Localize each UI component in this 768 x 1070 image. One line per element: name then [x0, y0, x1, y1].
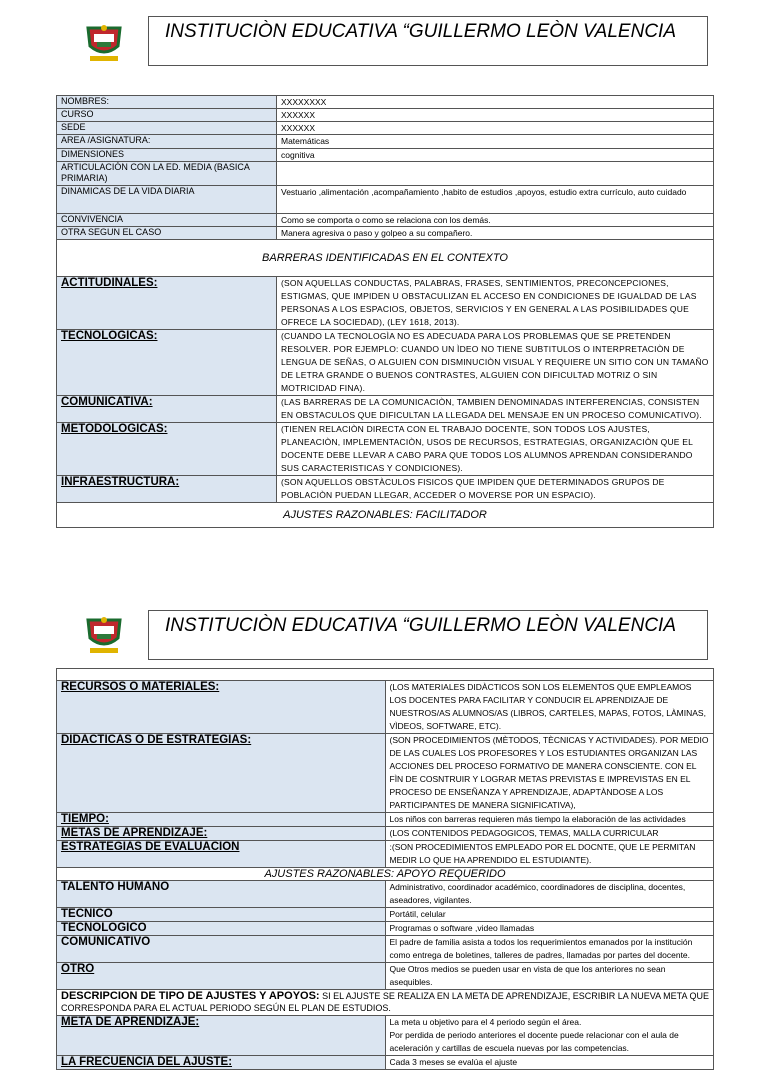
ajuste-value: (LOS CONTENIDOS PEDAGOGICOS, TEMAS, MALLA CURRICULAR	[385, 827, 714, 841]
barrera-label: COMUNICATIVA:	[57, 396, 277, 423]
info-value: XXXXXXXX	[277, 96, 714, 109]
info-row	[57, 96, 714, 109]
barrera-value: (CUANDO LA TECNOLOGÌA NO ES ADECUADA PARA LOS PROBLEMAS QUE SE PRETENDEN RESOLVER. POR EJEMPLO: CUANDO UN ÌDEO NO TIENE SUBTITULOS O INTERPRETACIÒN DE LENGUA DE SEÑAS, O ALGUIEN CON DISMINUCIÒN VISUAL Y REQUIERE UN SITIO CON UN TAMAÑO DE LETRA GRANDE O BUENOS CONTRASTES, ALGUIEN CON DIFICULTAD MOTRIZ O SIN MOTRICIDAD FINA).	[277, 330, 714, 396]
info-row	[57, 149, 714, 162]
ajuste-row	[57, 841, 714, 868]
barrera-label: INFRAESTRUCTURA:	[57, 476, 277, 503]
ajuste-value: (SON PROCEDIMIENTOS (MÈTODOS, TÈCNICAS Y ACTIVIDADES). POR MEDIO DE LAS CUALES LOS PROFESORES Y LOS ESTUDIANTES ORGANIZAN LAS ACCIONES DEL PROCESO FORMATIVO DE MANERA CONSCIENTE. CON EL FÌN DE COSNTRUIR Y LOGRAR METAS PREVISTAS E IMPREVISTAS EN EL PROCESO DE ENSEÑANZA Y APRENDIZAJE, ADAPTÀNDOSE A LOS PARTICIPANTES DE MANERA SIGNIFICATIVA),	[385, 734, 714, 813]
info-label: SEDE	[57, 122, 277, 135]
apoyo-value: El padre de familia asista a todos los requerimientos emanados por la institución como entrega de boletines, talleres de padres, llamadas por partes del docente.	[385, 936, 714, 963]
info-label: DINAMICAS DE LA VIDA DIARIA	[57, 186, 277, 214]
ajuste-row	[57, 813, 714, 827]
apoyo-title: AJUSTES RAZONABLES: APOYO REQUERIDO	[57, 868, 714, 881]
apoyo-banner-row	[57, 868, 714, 881]
school-crest-logo	[82, 616, 126, 656]
barrera-label: TECNOLÒGICAS:	[57, 330, 277, 396]
barreras-title: BARRERAS IDENTIFICADAS EN EL CONTEXTO	[57, 240, 714, 277]
apoyo-row	[57, 936, 714, 963]
info-value: XXXXXX	[277, 122, 714, 135]
info-label: DIMENSIONES	[57, 149, 277, 162]
frecuencia-value: Cada 3 meses se evalúa el ajuste	[385, 1056, 714, 1070]
barrera-value: (TIENEN RELACIÒN DIRECTA CON EL TRABAJO DOCENTE, SON TODOS LOS AJUSTES, PLANEACIÒN, IMPLEMENTACIÒN, USOS DE RECURSOS, ESTRATEGIAS, ORGANIZACIÒN QUE EL DOCENTE DEBE LLEVAR A CABO PARA QUE TODOS LOS ALUMNOS APRENDAN CONSIDERANDO SUS CARACTERISTICAS Y CONDICIONES).	[277, 423, 714, 476]
apoyo-row	[57, 881, 714, 908]
info-label: NOMBRES:	[57, 96, 277, 109]
info-row	[57, 186, 714, 214]
ajuste-value: :(SON PROCEDIMIENTOS EMPLEADO POR EL DOCNTE, QUE LE PERMITAN MEDIR LO QUE HA APRENDIDO EL ESTUDIANTE).	[385, 841, 714, 868]
meta-value	[385, 1016, 714, 1056]
ajustes-banner-row	[57, 503, 714, 528]
meta-row	[57, 1016, 714, 1056]
info-value: cognitiva	[277, 149, 714, 162]
header-title-box	[148, 610, 708, 660]
descripcion-row	[57, 990, 714, 1016]
apoyo-value: Que Otros medios se pueden usar en vista de que los anteriores no sean asequibles.	[385, 963, 714, 990]
institution-title: INSTITUCIÒN EDUCATIVA “GUILLERMO LEÒN VALENCIA	[165, 21, 676, 42]
apoyo-value: Administrativo, coordinador académico, coordinadores de disciplina, docentes, aseadores, vigilantes.	[385, 881, 714, 908]
descripcion-title: DESCRIPCION DE TIPO DE AJUSTES Y APOYOS:	[61, 990, 320, 1002]
empty-row	[57, 669, 714, 681]
info-row	[57, 135, 714, 149]
header-title-box	[148, 16, 708, 66]
barrera-value: (LAS BARRERAS DE LA COMUNICACIÒN, TAMBIEN DENOMINADAS INTERFERENCIAS, CONSISTEN EN OBSTACULOS QUE DIFICULTAN LA LLEGADA DEL MENSAJE EN UN PROCESO COMUNICATIVO).	[277, 396, 714, 423]
info-value: Matemáticas	[277, 135, 714, 149]
ajuste-label: ESTRATEGIAS DE EVALUACIÒN	[57, 841, 386, 868]
institution-title: INSTITUCIÒN EDUCATIVA “GUILLERMO LEÒN VALENCIA	[165, 615, 676, 636]
barrera-label: METODOLÒGICAS:	[57, 423, 277, 476]
apoyo-value: Portátil, celular	[385, 908, 714, 922]
apoyo-value: Programas o software ,video llamadas	[385, 922, 714, 936]
ajuste-value: Los niños con barreras requieren más tiempo la elaboración de las actividades	[385, 813, 714, 827]
meta-line-2: Por perdida de periodo anteriores el docente puede relacionar con el aula de aceleración y cartillas de escuela nuevas por las competencias.	[389, 1030, 679, 1053]
barrera-row	[57, 396, 714, 423]
descripcion-cell	[57, 990, 714, 1016]
apoyo-row	[57, 908, 714, 922]
info-row	[57, 227, 714, 240]
meta-label: META DE APRENDIZAJE:	[57, 1016, 386, 1056]
barreras-banner-row	[57, 240, 714, 277]
barrera-row	[57, 423, 714, 476]
info-label: ARTICULACIÒN CON LA ED. MEDIA (BASICA PRIMARIA)	[57, 162, 277, 186]
frecuencia-row	[57, 1056, 714, 1070]
apoyo-label: TÈCNICO	[57, 908, 386, 922]
school-crest-logo	[82, 24, 126, 64]
ajuste-value: (LOS MATERIALES DIDÀCTICOS SON LOS ELEMENTOS QUE EMPLEAMOS LOS DOCENTES PARA FACILITAR Y CONDUCIR EL APRENDIZAJE DE NUESTROS/AS ALUMNOS/AS (LIBROS, CARTELES, MAPAS, FOTOS, LÀMINAS, VÌDEOS, SOFTWARE, ETC).	[385, 681, 714, 734]
info-value: XXXXXX	[277, 109, 714, 122]
apoyo-label: TALENTO HUMANO	[57, 881, 386, 908]
info-row	[57, 122, 714, 135]
barrera-row	[57, 330, 714, 396]
barrera-label: ACTITUDINALES:	[57, 277, 277, 330]
ajuste-row	[57, 827, 714, 841]
info-label: AREA /ASIGNATURA:	[57, 135, 277, 149]
ajuste-label: METAS DE APRENDIZAJE:	[57, 827, 386, 841]
ajuste-label: DIDÀCTICAS O DE ESTRATEGÌAS:	[57, 734, 386, 813]
apoyo-label: OTRO	[57, 963, 386, 990]
info-label: CURSO	[57, 109, 277, 122]
descripcion-text: SI EL AJUSTE SE REALIZA EN LA META DE APRENDIZAJE, ESCRIBIR LA NUEVA META QUE CORRESPONDA PARA EL ACTUAL PERIODO SEGÚN EL PLAN DE ESTUDIOS.	[61, 991, 709, 1013]
info-label: OTRA SEGUN EL CASO	[57, 227, 277, 240]
apoyo-label: TECNOLÒGICO	[57, 922, 386, 936]
apoyo-row	[57, 922, 714, 936]
frecuencia-label: LA FRECUENCIA DEL AJUSTE:	[57, 1056, 386, 1070]
info-row	[57, 214, 714, 227]
apoyo-label: COMUNICATIVO	[57, 936, 386, 963]
barrera-row	[57, 476, 714, 503]
info-label: CONVIVENCIA	[57, 214, 277, 227]
info-value: Vestuario ,alimentación ,acompañamiento ,habito de estudios ,apoyos, estudio extra currículo, auto cuidado	[277, 186, 714, 214]
empty-cell	[57, 669, 714, 681]
info-row	[57, 109, 714, 122]
apoyo-row	[57, 963, 714, 990]
ajuste-row	[57, 734, 714, 813]
info-value	[277, 162, 714, 186]
barrera-value: (SON AQUELLOS OBSTÀCULOS FISICOS QUE IMPIDEN QUE DETERMINADOS GRUPOS DE POBLACIÒN PUEDAN LLEGAR, ACCEDER O MOVERSE POR UN ESPACIO).	[277, 476, 714, 503]
info-row	[57, 162, 714, 186]
barrera-row	[57, 277, 714, 330]
info-value: Manera agresiva o paso y golpeo a su compañero.	[277, 227, 714, 240]
barrera-value: (SON AQUELLAS CONDUCTAS, PALABRAS, FRASES, SENTIMIENTOS, PRECONCEPCIONES, ESTIGMAS, QUE IMPIDEN U OBSTACULIZAN EL ACCESO EN CONDICIONES DE IGUALDAD DE LAS PERSONAS A LOS ESPACIOS, OBJETOS, SERVICIOS Y EN GENERAL A LAS POSIBILIDADES QUE OFRECE LA SOCIEDAD), (LEY 1618, 2013).	[277, 277, 714, 330]
ajustes-table	[56, 668, 714, 1070]
ajuste-label: RECURSOS O MATERIALES:	[57, 681, 386, 734]
student-info-table	[56, 95, 714, 528]
ajustes-title: AJUSTES RAZONABLES: FACILITADOR	[57, 503, 714, 528]
section-2	[0, 590, 768, 1068]
info-value: Como se comporta o como se relaciona con los demás.	[277, 214, 714, 227]
ajuste-label: TIEMPO:	[57, 813, 386, 827]
meta-line-1: La meta u objetivo para el 4 periodo según el área.	[389, 1017, 582, 1027]
ajuste-row	[57, 681, 714, 734]
